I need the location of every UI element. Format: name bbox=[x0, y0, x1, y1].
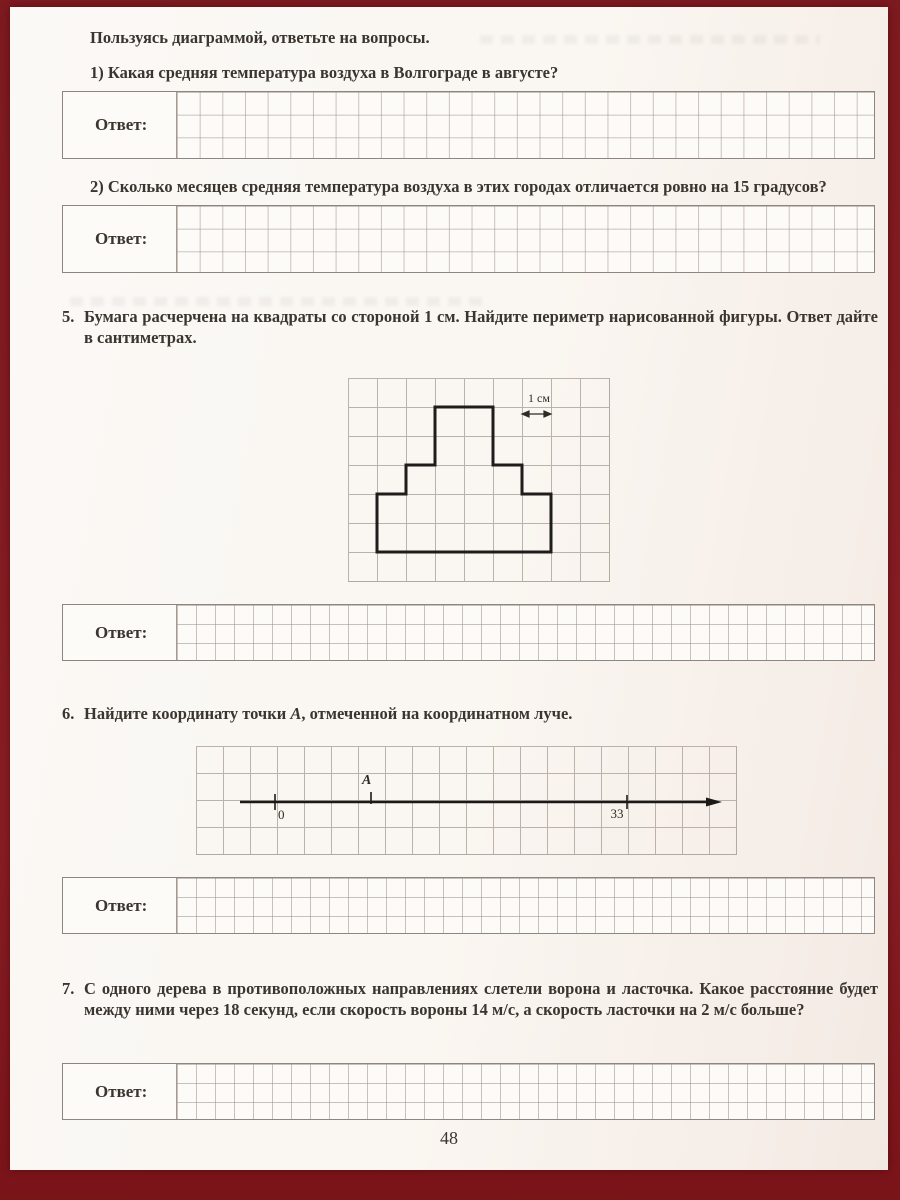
workbook-page bbox=[10, 7, 888, 1170]
intro-instruction: Пользуясь диаграммой, ответьте на вопросы. bbox=[90, 28, 430, 47]
figure-grid bbox=[348, 378, 610, 582]
answer-grid bbox=[176, 206, 874, 272]
ray-origin-label: 0 bbox=[278, 807, 285, 822]
answer-box-p6 bbox=[62, 877, 875, 934]
answer-label: Ответ: bbox=[95, 1081, 148, 1101]
problem-6-point: A bbox=[290, 704, 302, 723]
problem-5-number: 5. bbox=[62, 307, 75, 326]
answer-box-q2 bbox=[62, 205, 875, 273]
question-1: 1) Какая средняя температура воздуха в Волгограде в августе? bbox=[90, 63, 559, 82]
problem-6-before: Найдите координату точки bbox=[84, 704, 291, 723]
answer-box-p5 bbox=[62, 604, 875, 661]
answer-label: Ответ: bbox=[95, 895, 148, 915]
problem-6-after: , отмеченной на координатном луче. bbox=[301, 704, 573, 723]
answer-grid bbox=[176, 92, 874, 158]
answer-box-q1 bbox=[62, 91, 875, 159]
ray-end-label: 33 bbox=[610, 806, 624, 821]
page-number: 48 bbox=[440, 1128, 458, 1148]
problem-5-text bbox=[62, 307, 878, 348]
answer-label: Ответ: bbox=[95, 115, 148, 134]
scale-arrow bbox=[522, 411, 551, 417]
problem-6-text bbox=[62, 704, 878, 725]
ray-arrowhead bbox=[706, 798, 722, 807]
problem-6-number: 6. bbox=[62, 704, 75, 723]
number-ray bbox=[196, 746, 736, 854]
answer-box-p7 bbox=[62, 1063, 875, 1120]
number-ray-grid bbox=[196, 746, 737, 855]
figure-svg bbox=[348, 378, 609, 581]
figure-shape bbox=[377, 407, 551, 552]
answer-label: Ответ: bbox=[95, 622, 148, 642]
ray-point-label: A bbox=[362, 773, 372, 788]
question-2: 2) Сколько месяцев средняя температура воздуха в этих городах отличается ровно на 15 градусов? bbox=[90, 177, 827, 196]
answer-label: Ответ: bbox=[95, 229, 148, 248]
answer-grid bbox=[176, 878, 874, 933]
problem-7-body: С одного дерева в противоположных направлениях слетели ворона и ласточка. Какое расстояние будет между ними через 18 секунд, если скорость вороны 14 м/с, а скорость ласточки на 2 м/с больше? bbox=[84, 979, 878, 1019]
problem-7-text bbox=[62, 979, 878, 1020]
answer-grid bbox=[176, 1064, 874, 1119]
scale-label: 1 см bbox=[528, 391, 550, 405]
problem-5-body: Бумага расчерчена на квадраты со стороной 1 см. Найдите периметр нарисованной фигуры. Ответ дайте в сантиметрах. bbox=[84, 307, 878, 347]
answer-grid bbox=[176, 605, 874, 660]
print-bleedthrough-mid bbox=[70, 297, 490, 306]
problem-7-number: 7. bbox=[62, 979, 75, 998]
